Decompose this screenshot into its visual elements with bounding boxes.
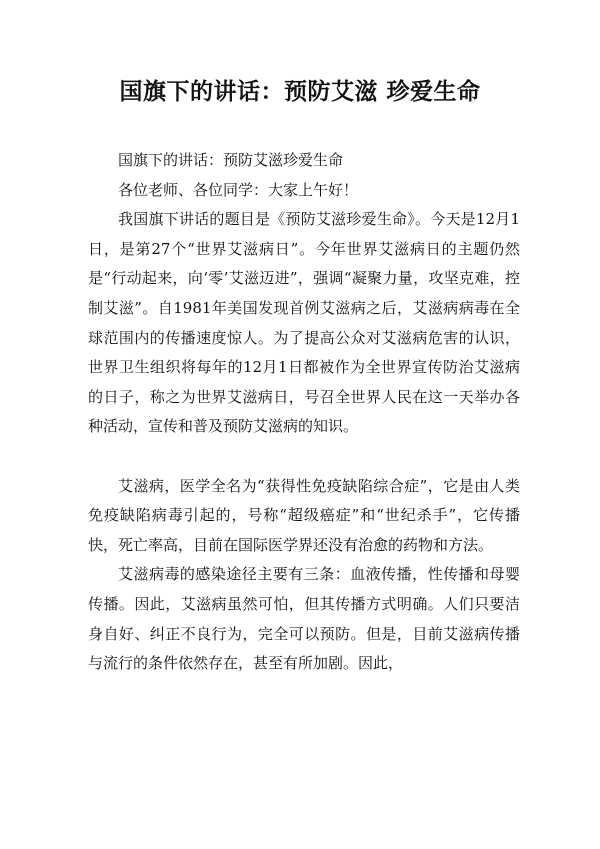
body-paragraph-subtitle: 国旗下的讲话：预防艾滋珍爱生命 (118, 151, 344, 169)
body-paragraph-greeting: 各位老师、各位同学：大家上午好！ (118, 180, 359, 199)
document-body (88, 146, 520, 679)
body-paragraph-intro: 我国旗下讲话的题目是《预防艾滋珍爱生命》。今天是12月1日，是第27个“世界艾滋病日”。今年世界艾滋病日的主题仍然是“行动起来，向‘零’艾滋迈进”，强调“凝聚力量，攻坚克难，控制艾滋”。自1981年美国发现首例艾滋病之后，艾滋病病毒在全球范围内的传播速度惊人。为了提高公众对艾滋病危害的认识，世界卫生组织将每年的12月1日都被作为全世界宣传防治艾滋病的日子，称之为世界艾滋病日，号召全世界人民在这一天举办各种活动，宣传和普及预防艾滋病的知识。 (88, 210, 520, 436)
body-paragraph-definition: 艾滋病，医学全名为“获得性免疫缺陷综合症”，它是由人类免疫缺陷病毒引起的，号称“超级癌症”和“世纪杀手”，它传播快，死亡率高，目前在国际医学界还没有治愈的药物和方法。 (88, 476, 520, 554)
document-title: 国旗下的讲话：预防艾滋 珍爱生命 (119, 78, 481, 105)
body-paragraph-transmission: 艾滋病毒的感染途径主要有三条：血液传播，性传播和母婴传播。因此，艾滋病虽然可怕，但其传播方式明确。人们只要洁身自好、纠正不良行为，完全可以预防。但是，目前艾滋病传播与流行的条件依然存在，甚至有所加剧。因此， (88, 565, 520, 673)
